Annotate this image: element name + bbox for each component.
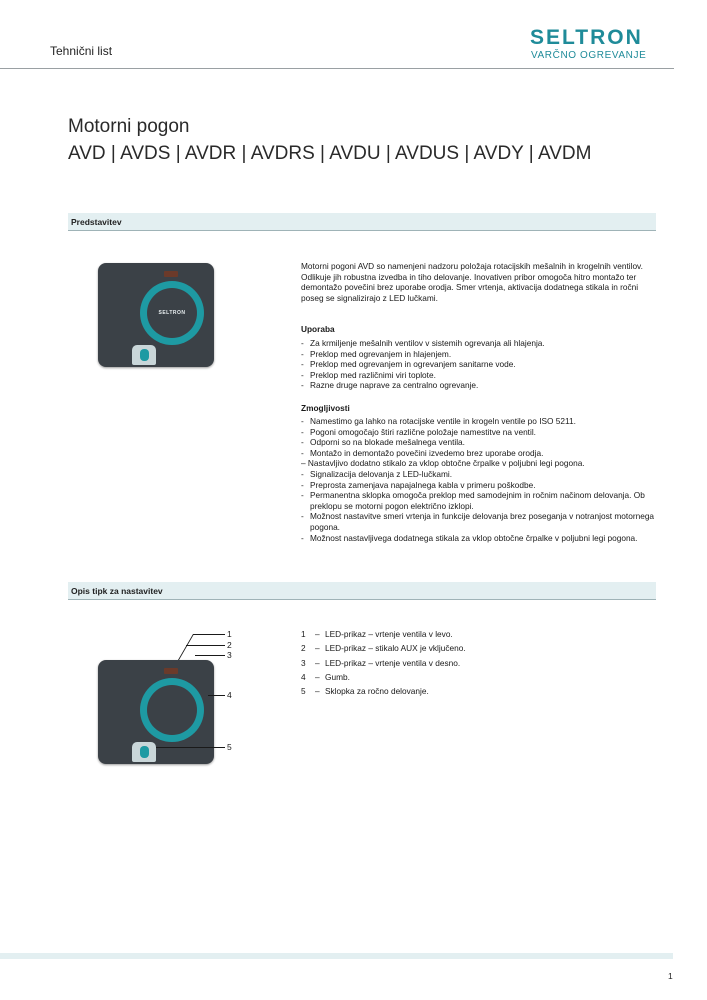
features-heading: Zmogljivosti bbox=[301, 403, 350, 413]
list-item: - Pogoni omogočajo štiri različne položaje namestitve na ventil. bbox=[301, 427, 656, 438]
usage-heading: Uporaba bbox=[301, 324, 335, 334]
clutch-icon bbox=[140, 349, 149, 361]
list-item: - Preprosta zamenjava napajalnega kabla v primeru poškodbe. bbox=[301, 480, 656, 491]
page-number: 1 bbox=[668, 971, 673, 981]
document-type-label: Tehnični list bbox=[50, 44, 113, 58]
logo-wordmark: SELTRON bbox=[530, 26, 643, 49]
legend-item: 2 – LED-prikaz – stikalo AUX je vključeno. bbox=[301, 643, 466, 653]
led-indicator bbox=[164, 271, 178, 277]
logo-tagline: VARČNO OGREVANJE bbox=[531, 50, 647, 61]
footer-bar bbox=[0, 953, 673, 959]
callout-number: 4 bbox=[227, 690, 232, 700]
callout-line-1 bbox=[193, 634, 225, 635]
clutch-icon bbox=[140, 746, 149, 758]
list-item: - Razne druge naprave za centralno ogrevanje. bbox=[301, 380, 656, 391]
callout-leader-1 bbox=[178, 634, 194, 660]
list-item: - Možnost nastavitve smeri vrtenja in funkcije delovanja brez poseganja v notranjost motornega pogona. bbox=[301, 511, 656, 532]
intro-paragraph: Motorni pogoni AVD so namenjeni nadzoru položaja rotacijskih mešalnih in krogelnih ventilov. Odlikuje jih robustna izvedba in tiho delovanje. Inovativen pribor omogoča hitro montažo ter demontažo povečini brez uporabe orodja. Smer vrtenja, aktivacija dodatnega stikala in ročni poseg se signalizirajo z LED lučkami. bbox=[301, 261, 643, 303]
seltron-logo bbox=[530, 26, 676, 62]
legend-item: 4 – Gumb. bbox=[301, 672, 350, 682]
list-item: - Montažo in demontažo povečini izvedemo brez uporabe orodja. bbox=[301, 448, 656, 459]
list-item: - Odporni so na blokade mešalnega ventila. bbox=[301, 437, 656, 448]
list-item: - Permanentna sklopka omogoča preklop med samodejnim in ročnim načinom delovanja. Ob preklopu se motorni pogon električno izklopi. bbox=[301, 490, 656, 511]
list-item: - Za krmiljenje mešalnih ventilov v sistemih ogrevanja ali hlajenja. bbox=[301, 338, 656, 349]
callout-number: 2 bbox=[227, 640, 232, 650]
callout-line-2 bbox=[186, 645, 225, 646]
legend-item: 5 – Sklopka za ročno delovanje. bbox=[301, 686, 429, 696]
section-header-intro: Predstavitev bbox=[68, 213, 656, 231]
callout-number: 5 bbox=[227, 742, 232, 752]
callout-line-4 bbox=[208, 695, 225, 696]
list-item: - Možnost nastavljivega dodatnega stikala za vklop obtočne črpalke v poljubni legi pogona. bbox=[301, 533, 656, 544]
list-item: - Signalizacija delovanja z LED-lučkami. bbox=[301, 469, 656, 480]
actuator-brand: SELTRON bbox=[158, 310, 186, 316]
section-header-keys: Opis tipk za nastavitev bbox=[68, 582, 656, 600]
list-item: - Preklop med ogrevanjem in ogrevanjem sanitarne vode. bbox=[301, 359, 656, 370]
led-indicator bbox=[164, 668, 178, 674]
callout-number: 1 bbox=[227, 629, 232, 639]
usage-list bbox=[301, 338, 656, 391]
features-list bbox=[301, 416, 656, 543]
list-item: - Namestimo ga lahko na rotacijske ventile in krogeln ventile po ISO 5211. bbox=[301, 416, 656, 427]
legend-item: 1 – LED-prikaz – vrtenje ventila v levo. bbox=[301, 629, 453, 639]
model-list-title: AVD | AVDS | AVDR | AVDRS | AVDU | AVDUS | AVDY | AVDM bbox=[68, 143, 592, 164]
legend-item: 3 – LED-prikaz – vrtenje ventila v desno. bbox=[301, 658, 461, 668]
list-item: - Preklop med ogrevanjem in hlajenjem. bbox=[301, 349, 656, 360]
page-title: Motorni pogon bbox=[68, 116, 190, 137]
list-item: - Preklop med različnimi viri toplote. bbox=[301, 370, 656, 381]
list-item: – Nastavljivo dodatno stikalo za vklop obtočne črpalke v poljubni legi pogona. bbox=[301, 458, 585, 469]
callout-line-5 bbox=[156, 747, 225, 748]
header-divider bbox=[0, 68, 674, 69]
callout-line-3 bbox=[195, 655, 225, 656]
callout-number: 3 bbox=[227, 650, 232, 660]
